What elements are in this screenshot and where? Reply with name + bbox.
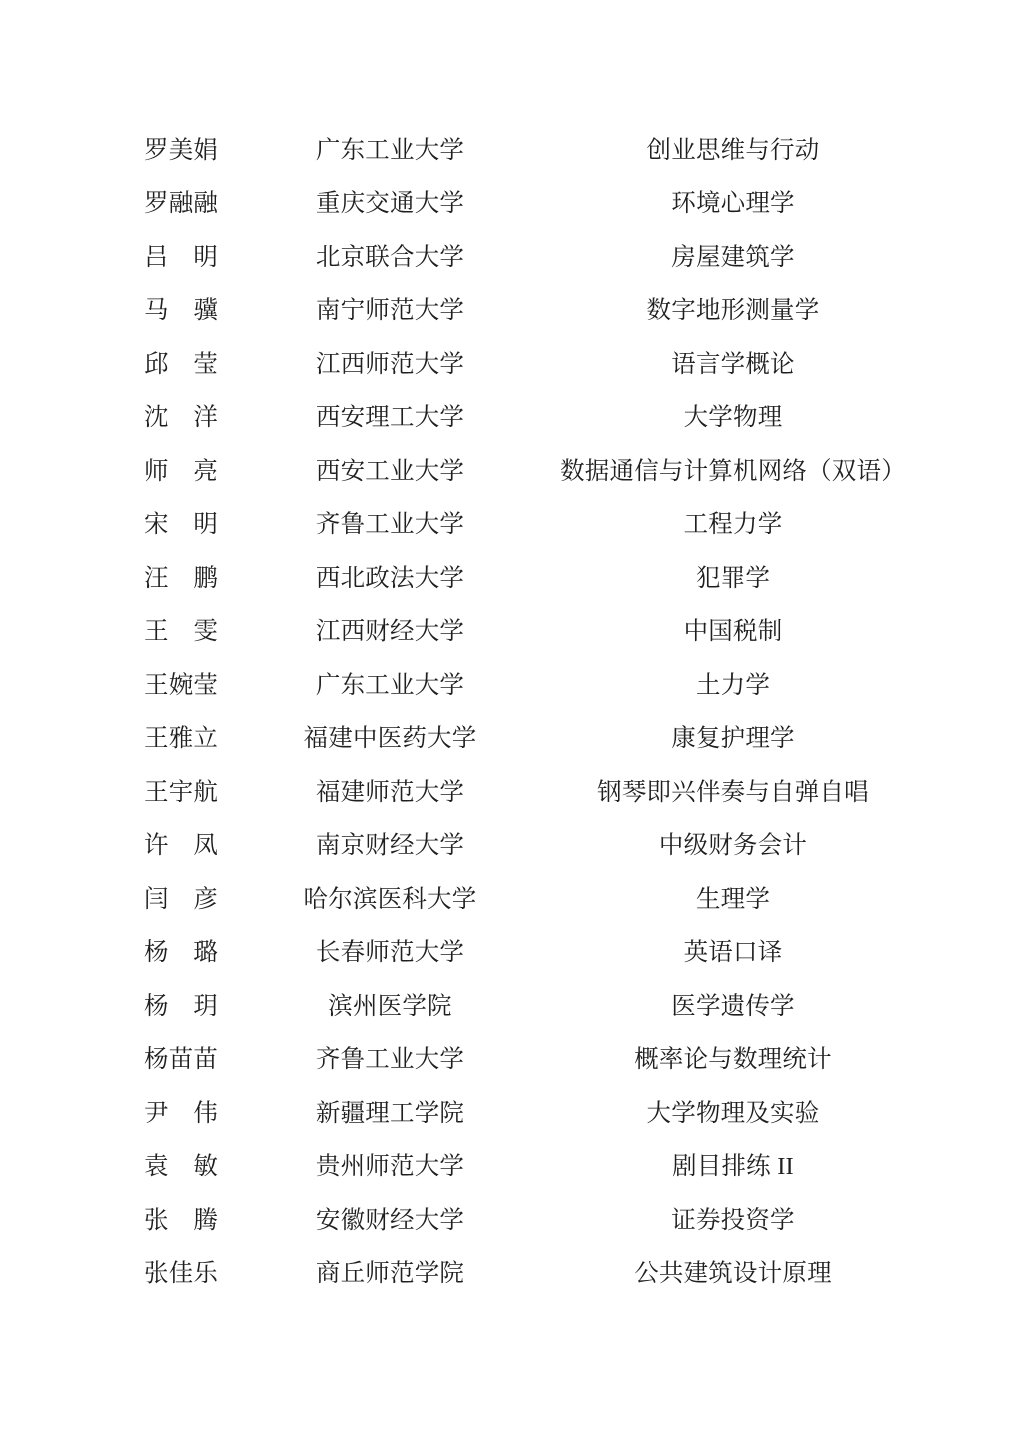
table-row [144, 980, 930, 1034]
university-name: 长春师范大学 [315, 939, 465, 966]
recipient-name: 王婉莹 [144, 671, 219, 699]
table-row [144, 1141, 930, 1195]
recipient-name: 马 骥 [144, 297, 219, 324]
course-name: 创业思维与行动 [646, 136, 820, 164]
course-name: 犯罪学 [695, 564, 771, 592]
university-name: 广东工业大学 [315, 671, 465, 699]
table-row [144, 338, 930, 392]
university-name: 西北政法大学 [315, 564, 465, 592]
table-row [144, 499, 930, 553]
table-row [144, 285, 930, 339]
course-name: 公共建筑设计原理 [634, 1260, 832, 1287]
university-name: 广东工业大学 [315, 136, 465, 164]
recipient-name: 杨 璐 [144, 939, 219, 966]
university-name: 重庆交通大学 [315, 190, 465, 217]
table-row [144, 1034, 930, 1088]
course-name: 大学物理 [683, 404, 783, 431]
university-name: 新疆理工学院 [315, 1099, 465, 1127]
recipient-name: 汪 鹏 [144, 564, 219, 592]
table-row [144, 820, 930, 874]
recipient-name: 宋 明 [144, 511, 219, 538]
recipient-name: 闫 彦 [144, 885, 219, 913]
course-name: 数字地形测量学 [646, 297, 820, 324]
recipient-name: 罗美娟 [144, 136, 219, 164]
recipient-name: 王雅立 [144, 725, 219, 752]
table-row [144, 873, 930, 927]
recipient-name: 师 亮 [144, 457, 219, 485]
university-name: 哈尔滨医科大学 [303, 885, 477, 913]
course-name: 医学遗传学 [671, 992, 795, 1020]
recipient-name: 王 雯 [144, 618, 219, 645]
university-name: 齐鲁工业大学 [315, 511, 465, 538]
table-row [144, 552, 930, 606]
course-name: 语言学概论 [671, 350, 795, 378]
course-name: 数据通信与计算机网络（双语） [560, 457, 906, 485]
university-name: 贵州师范大学 [315, 1153, 465, 1180]
course-name: 剧目排练 II [672, 1153, 794, 1180]
university-name: 福建中医药大学 [303, 725, 477, 752]
course-name: 康复护理学 [671, 725, 795, 752]
recipient-name: 杨苗苗 [144, 1046, 219, 1073]
university-name: 江西师范大学 [315, 350, 465, 378]
course-name: 中级财务会计 [658, 832, 808, 859]
course-name: 工程力学 [683, 511, 783, 538]
table-row [144, 392, 930, 446]
recipient-name: 张佳乐 [144, 1260, 219, 1287]
recipient-name: 张 腾 [144, 1206, 219, 1234]
recipient-table [144, 124, 930, 1301]
university-name: 安徽财经大学 [315, 1206, 465, 1234]
recipient-name: 尹 伟 [144, 1099, 219, 1127]
course-name: 中国税制 [683, 618, 783, 645]
course-name: 生理学 [695, 885, 771, 913]
course-name: 英语口译 [683, 939, 783, 966]
university-name: 滨州医学院 [328, 992, 452, 1020]
course-name: 钢琴即兴伴奏与自弹自唱 [597, 778, 869, 806]
course-name: 证券投资学 [671, 1206, 795, 1234]
recipient-name: 许 凤 [144, 832, 219, 859]
course-name: 大学物理及实验 [646, 1099, 820, 1127]
table-row [144, 659, 930, 713]
university-name: 商丘师范学院 [315, 1260, 465, 1287]
course-name: 环境心理学 [671, 190, 795, 217]
course-name: 概率论与数理统计 [634, 1046, 832, 1073]
recipient-name: 罗融融 [144, 190, 219, 217]
course-name: 土力学 [695, 671, 771, 699]
table-row [144, 713, 930, 767]
recipient-name: 杨 玥 [144, 992, 219, 1020]
university-name: 福建师范大学 [315, 778, 465, 806]
university-name: 齐鲁工业大学 [315, 1046, 465, 1073]
table-row [144, 606, 930, 660]
table-row [144, 1194, 930, 1248]
university-name: 西安工业大学 [315, 457, 465, 485]
recipient-name: 袁 敏 [144, 1153, 219, 1180]
university-name: 南京财经大学 [315, 832, 465, 859]
table-row [144, 178, 930, 232]
university-name: 北京联合大学 [315, 243, 465, 271]
university-name: 南宁师范大学 [315, 297, 465, 324]
university-name: 江西财经大学 [315, 618, 465, 645]
table-row [144, 766, 930, 820]
recipient-name: 邱 莹 [144, 350, 219, 378]
table-row [144, 231, 930, 285]
recipient-name: 王宇航 [144, 778, 219, 806]
university-name: 西安理工大学 [315, 404, 465, 431]
table-row [144, 1248, 930, 1302]
recipient-name: 沈 洋 [144, 404, 219, 431]
table-row [144, 1087, 930, 1141]
course-name: 房屋建筑学 [671, 243, 795, 271]
table-row [144, 927, 930, 981]
recipient-name: 吕 明 [144, 243, 219, 271]
table-row [144, 445, 930, 499]
table-row [144, 124, 930, 178]
